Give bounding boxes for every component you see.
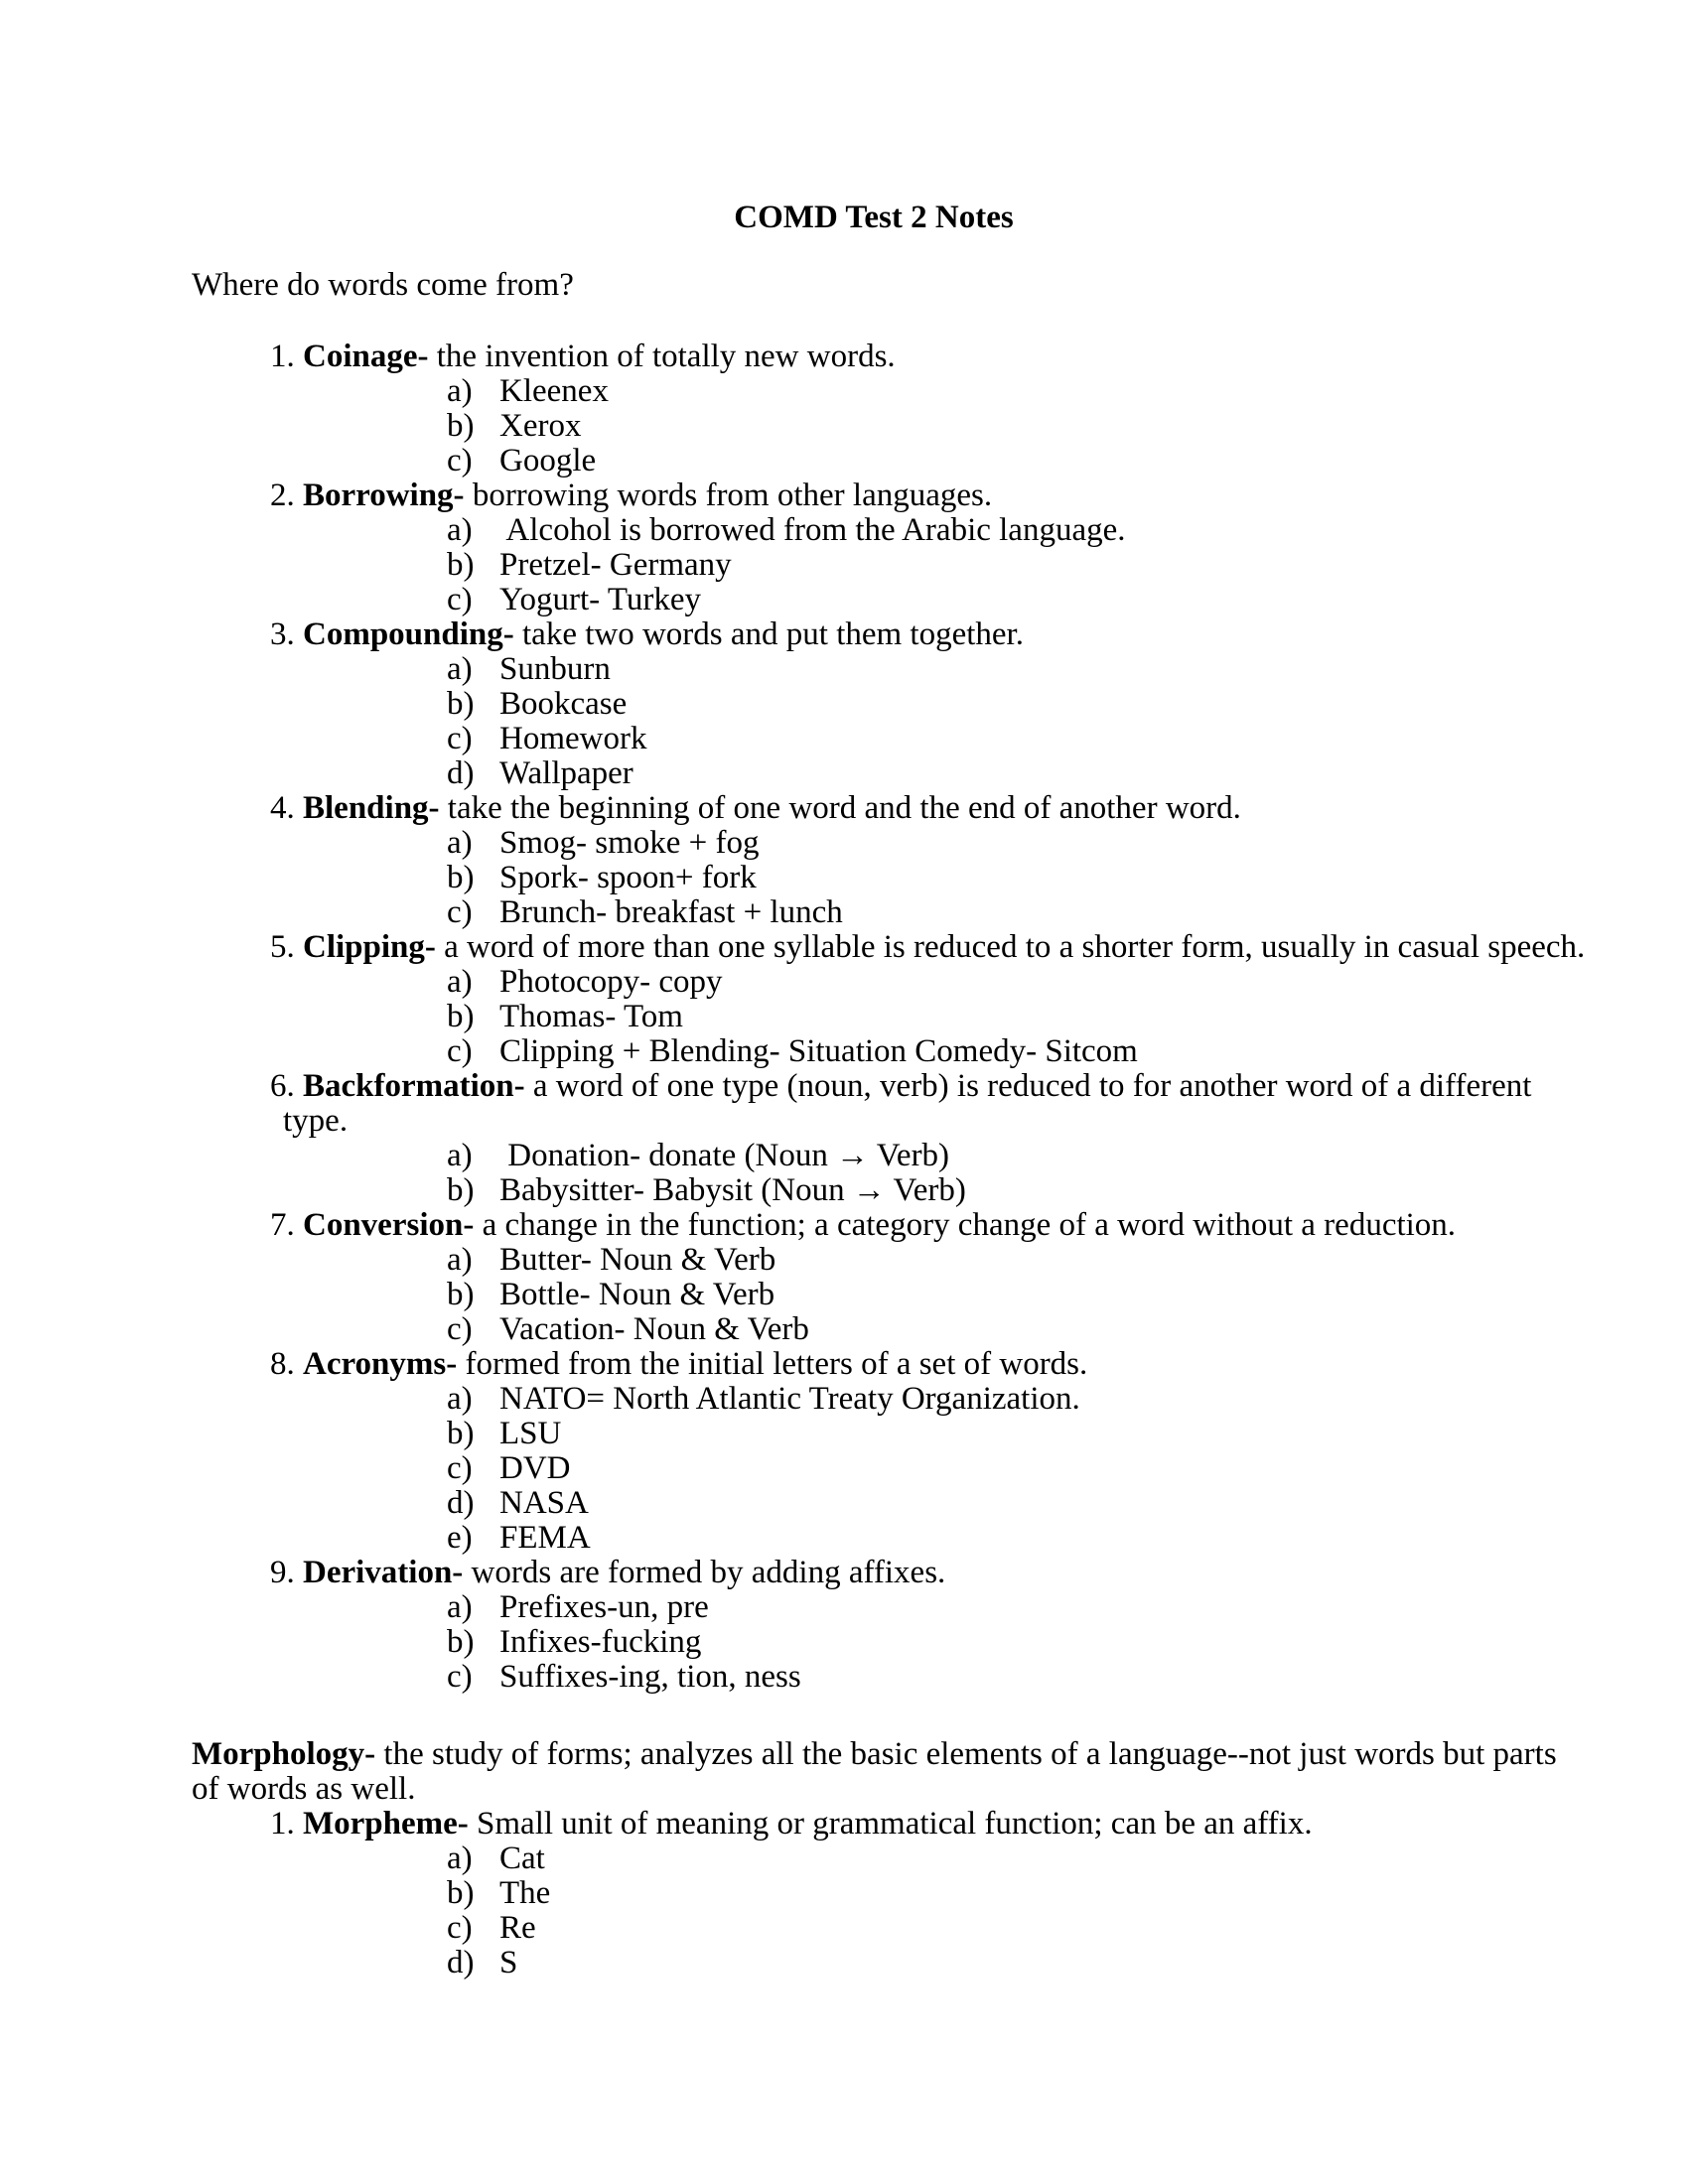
example-line <box>447 444 1688 478</box>
intro-question: Where do words come from? <box>192 267 574 303</box>
item-number: 2. <box>270 478 295 513</box>
example-text: The <box>499 1875 551 1911</box>
list-item-clipping <box>270 930 1688 965</box>
item-definition-continuation: type. <box>283 1103 349 1139</box>
example-letter: a) <box>447 651 473 687</box>
example-line <box>447 1660 1688 1695</box>
example-letter: b) <box>447 408 475 444</box>
item-definition: Small unit of meaning or grammatical function; can be an affix. <box>468 1806 1313 1842</box>
example-letter: a) <box>447 1589 473 1625</box>
example-line <box>447 1034 1688 1069</box>
example-line <box>447 1911 1688 1946</box>
example-letter: d) <box>447 755 475 791</box>
example-text: Pretzel- Germany <box>499 547 732 583</box>
example-text: DVD <box>499 1450 571 1486</box>
example-line <box>447 1243 1688 1278</box>
example-line <box>447 756 1688 791</box>
item-definition: a change in the function; a category change of a word without a reduction. <box>474 1207 1457 1243</box>
example-letter: b) <box>447 547 475 583</box>
example-line <box>447 1486 1688 1521</box>
example-text: NATO= North Atlantic Treaty Organization. <box>499 1381 1080 1417</box>
list-item-blending <box>270 791 1688 826</box>
example-text: Re <box>499 1910 536 1946</box>
example-letter: a) <box>447 964 473 1000</box>
example-line <box>447 965 1688 1000</box>
example-line <box>447 1842 1688 1876</box>
example-line <box>447 1876 1688 1911</box>
example-letter: a) <box>447 373 473 409</box>
item-term: Clipping- <box>303 929 436 965</box>
example-letter: c) <box>447 894 473 930</box>
example-line <box>447 1312 1688 1347</box>
example-text: Sunburn <box>499 651 611 687</box>
example-text: Clipping + Blending- Situation Comedy- Sitcom <box>499 1033 1138 1069</box>
item-definition: take the beginning of one word and the end of another word. <box>439 790 1241 826</box>
example-letter: b) <box>447 1277 475 1312</box>
example-text: Bookcase <box>499 686 628 722</box>
example-letter: d) <box>447 1485 475 1521</box>
item-number: 1. <box>270 1806 295 1842</box>
example-letter: a) <box>447 1841 473 1876</box>
example-letter: d) <box>447 1945 475 1980</box>
morphology-list <box>270 1807 1688 1980</box>
example-letter: b) <box>447 1172 475 1208</box>
example-text: Homework <box>499 721 647 756</box>
item-definition: borrowing words from other languages. <box>464 478 993 513</box>
example-text: Kleenex <box>499 373 609 409</box>
example-letter: a) <box>447 1381 473 1417</box>
item-number: 9. <box>270 1555 295 1590</box>
example-letter: a) <box>447 1138 473 1173</box>
example-letter: b) <box>447 1416 475 1451</box>
example-line <box>447 1173 1688 1208</box>
item-term: Coinage- <box>303 339 429 374</box>
item-term: Acronyms- <box>303 1346 458 1382</box>
example-line <box>447 652 1688 687</box>
example-line <box>447 1590 1688 1625</box>
list-item-derivation <box>270 1556 1688 1590</box>
example-line <box>447 861 1688 895</box>
example-line <box>447 583 1688 617</box>
example-line <box>447 722 1688 756</box>
item-term: Morpheme- <box>303 1806 469 1842</box>
example-line <box>447 1382 1688 1417</box>
example-text: Alcohol is borrowed from the Arabic language. <box>499 512 1126 548</box>
list-item-borrowing <box>270 478 1688 513</box>
example-letter: b) <box>447 1624 475 1660</box>
example-line <box>447 1451 1688 1486</box>
example-text: S <box>499 1945 518 1980</box>
item-number: 3. <box>270 616 295 652</box>
example-text: Vacation- Noun & Verb <box>499 1311 809 1347</box>
example-text: Cat <box>499 1841 545 1876</box>
example-text: Thomas- Tom <box>499 999 683 1034</box>
example-line <box>447 687 1688 722</box>
item-definition: take two words and put them together. <box>513 616 1024 652</box>
example-text: Xerox <box>499 408 582 444</box>
example-line <box>447 1625 1688 1660</box>
example-letter: b) <box>447 1875 475 1911</box>
item-number: 8. <box>270 1346 295 1382</box>
example-letter: a) <box>447 512 473 548</box>
example-letter: a) <box>447 825 473 861</box>
example-letter: c) <box>447 1033 473 1069</box>
example-text: Photocopy- copy <box>499 964 723 1000</box>
example-line <box>447 1278 1688 1312</box>
example-text: Prefixes-un, pre <box>499 1589 709 1625</box>
example-text: Babysitter- Babysit (Noun → Verb) <box>499 1172 966 1208</box>
example-letter: a) <box>447 1242 473 1278</box>
item-definition: the invention of totally new words. <box>428 339 896 374</box>
example-letter: c) <box>447 443 473 478</box>
example-text: LSU <box>499 1416 562 1451</box>
item-term: Backformation- <box>303 1068 525 1104</box>
example-letter: c) <box>447 1311 473 1347</box>
example-text: Smog- smoke + fog <box>499 825 760 861</box>
example-letter: c) <box>447 721 473 756</box>
example-letter: c) <box>447 1659 473 1695</box>
list-item-acronyms <box>270 1347 1688 1382</box>
example-line <box>447 548 1688 583</box>
list-item-conversion <box>270 1208 1688 1243</box>
example-text: Butter- Noun & Verb <box>499 1242 776 1278</box>
example-line <box>447 513 1688 548</box>
item-number: 1. <box>270 339 295 374</box>
example-letter: b) <box>447 860 475 895</box>
item-term: Blending- <box>303 790 440 826</box>
example-text: Brunch- breakfast + lunch <box>499 894 843 930</box>
example-letter: c) <box>447 1450 473 1486</box>
list-item-coinage <box>270 340 1688 374</box>
example-text: Wallpaper <box>499 755 633 791</box>
item-number: 7. <box>270 1207 295 1243</box>
example-text: Suffixes-ing, tion, ness <box>499 1659 801 1695</box>
item-definition: formed from the initial letters of a set of words. <box>457 1346 1088 1382</box>
example-text: Spork- spoon+ fork <box>499 860 757 895</box>
example-line <box>447 1139 1688 1173</box>
morphology-definition: the study of forms; analyzes all the basic elements of a language--not just words but parts <box>375 1736 1557 1772</box>
item-number: 6. <box>270 1068 295 1104</box>
item-definition: a word of one type (noun, verb) is reduced to for another word of a different <box>524 1068 1532 1104</box>
example-letter: e) <box>447 1520 473 1556</box>
item-term: Conversion- <box>303 1207 475 1243</box>
item-number: 4. <box>270 790 295 826</box>
word-formation-list <box>270 340 1688 1695</box>
example-text: Infixes-fucking <box>499 1624 702 1660</box>
example-letter: c) <box>447 582 473 617</box>
example-line <box>447 1417 1688 1451</box>
example-line <box>447 1946 1688 1980</box>
item-term: Borrowing- <box>303 478 465 513</box>
morphology-term: Morphology- <box>192 1736 376 1772</box>
example-letter: b) <box>447 686 475 722</box>
example-text: Google <box>499 443 597 478</box>
morphology-section <box>192 1737 1688 1980</box>
list-item-compounding <box>270 617 1688 652</box>
example-letter: c) <box>447 1910 473 1946</box>
example-text: Yogurt- Turkey <box>499 582 701 617</box>
example-text: Donation- donate (Noun → Verb) <box>499 1138 950 1173</box>
list-item-backformation <box>270 1069 1688 1104</box>
morphology-heading-line-2: of words as well. <box>192 1771 416 1807</box>
example-line <box>447 1521 1688 1556</box>
item-number: 5. <box>270 929 295 965</box>
example-letter: b) <box>447 999 475 1034</box>
item-definition: a word of more than one syllable is reduced to a shorter form, usually in casual speech. <box>435 929 1586 965</box>
example-text: Bottle- Noun & Verb <box>499 1277 775 1312</box>
example-text: NASA <box>499 1485 589 1521</box>
page-title: COMD Test 2 Notes <box>734 200 1014 235</box>
example-line <box>447 895 1688 930</box>
example-text: FEMA <box>499 1520 591 1556</box>
item-term: Derivation- <box>303 1555 464 1590</box>
morphology-heading-line-1 <box>192 1737 1688 1772</box>
example-line <box>447 374 1688 409</box>
item-term: Compounding- <box>303 616 514 652</box>
example-line <box>447 1000 1688 1034</box>
list-item-morpheme <box>270 1807 1688 1842</box>
example-line <box>447 409 1688 444</box>
item-definition: words are formed by adding affixes. <box>463 1555 946 1590</box>
example-line <box>447 826 1688 861</box>
